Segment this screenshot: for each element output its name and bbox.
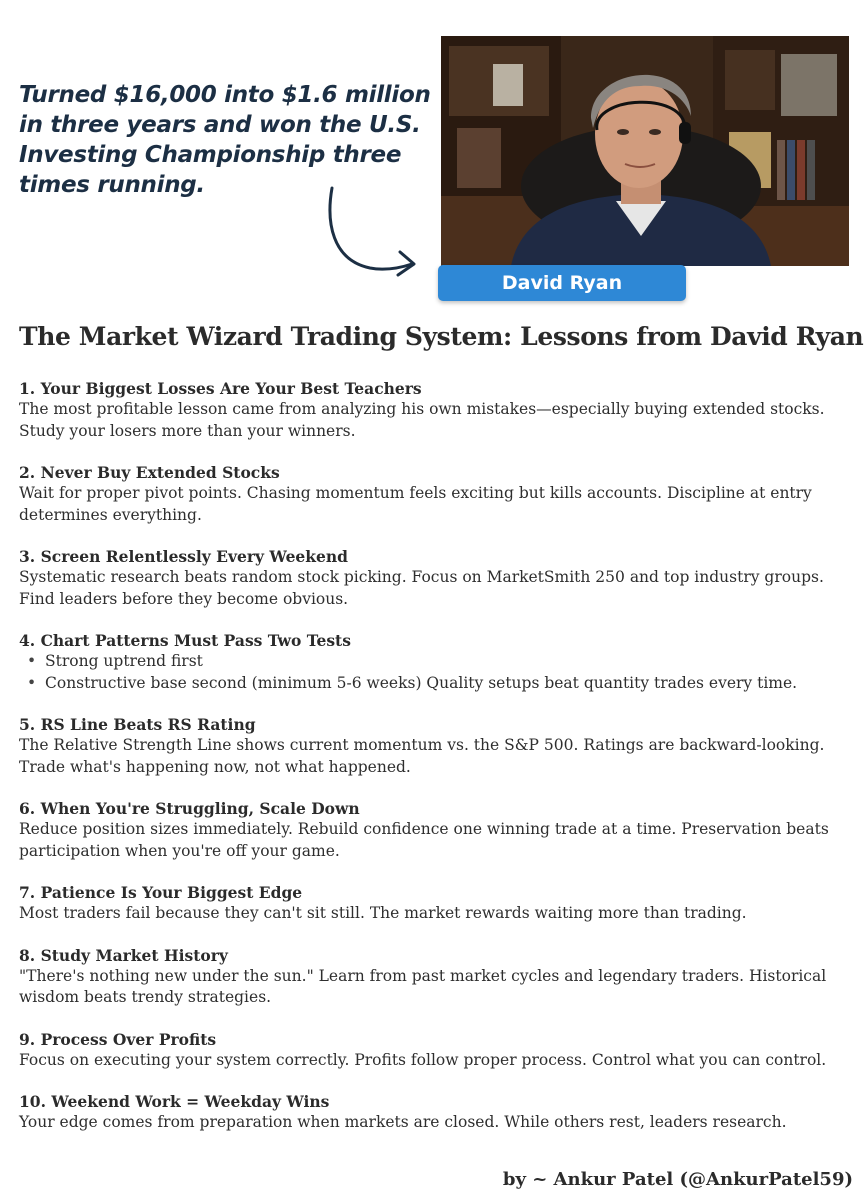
lesson-8 bbox=[19, 945, 849, 1009]
lesson-heading: 7. Patience Is Your Biggest Edge bbox=[19, 883, 303, 902]
lesson-body: Focus on executing your system correctly. Profits follow proper process. Control what you can control. bbox=[19, 1050, 827, 1069]
lesson-heading: 8. Study Market History bbox=[19, 945, 228, 965]
lesson-heading: 3. Screen Relentlessly Every Weekend bbox=[19, 547, 349, 566]
lesson-5 bbox=[19, 714, 849, 778]
article bbox=[19, 318, 864, 1154]
lesson-9 bbox=[19, 1029, 849, 1072]
lesson-heading: 2. Never Buy Extended Stocks bbox=[19, 463, 280, 482]
lesson-heading: 6. When You're Struggling, Scale Down bbox=[19, 799, 360, 818]
lesson-heading: 10. Weekend Work = Weekday Wins bbox=[19, 1092, 330, 1111]
lesson-7 bbox=[19, 882, 849, 925]
lesson-4 bbox=[19, 630, 849, 694]
list-item: • Strong uptrend first bbox=[27, 651, 849, 673]
lesson-heading: 1. Your Biggest Losses Are Your Best Teachers bbox=[19, 379, 422, 398]
lesson-body: Most traders fail because they can't sit still. The market rewards waiting more than trading. bbox=[19, 904, 747, 922]
lesson-body: The most profitable lesson came from analyzing his own mistakes—especially buying extended stocks. Study your losers more than your winners. bbox=[19, 400, 825, 440]
page-title: The Market Wizard Trading System: Lessons from David Ryan bbox=[19, 322, 864, 351]
lesson-body: Wait for proper pivot points. Chasing momentum feels exciting but kills accounts. Discipline at entry determines everything. bbox=[19, 484, 812, 524]
hero-section bbox=[0, 0, 865, 310]
lesson-body: "There's nothing new under the sun." Learn from past market cycles and legendary traders. Historical wisdom beats trendy strategies. bbox=[19, 966, 827, 1006]
lesson-body: The Relative Strength Line shows current momentum vs. the S&P 500. Ratings are backward-looking. Trade what's happening now, not what happened. bbox=[19, 736, 825, 776]
lesson-3 bbox=[19, 546, 849, 610]
list-item: • Constructive base second (minimum 5-6 weeks) Quality setups beat quantity trades every time. bbox=[27, 673, 849, 695]
lesson-2 bbox=[19, 462, 849, 526]
name-tag: David Ryan bbox=[438, 265, 686, 301]
lesson-body: Your edge comes from preparation when markets are closed. While others rest, leaders research. bbox=[19, 1113, 787, 1131]
lesson-body: Reduce position sizes immediately. Rebuild confidence one winning trade at a time. Preservation beats participation when you're off your game. bbox=[19, 820, 829, 860]
lesson-6 bbox=[19, 798, 849, 862]
person-portrait-photo bbox=[441, 36, 849, 266]
lesson-body: Systematic research beats random stock picking. Focus on MarketSmith 250 and top industry groups. Find leaders before they become obvious. bbox=[19, 568, 824, 608]
lesson-heading: 4. Chart Patterns Must Pass Two Tests bbox=[19, 631, 351, 650]
curved-arrow-icon bbox=[318, 182, 428, 282]
lesson-heading: 5. RS Line Beats RS Rating bbox=[19, 715, 256, 734]
lesson-bullet-list bbox=[19, 651, 849, 694]
lesson-1 bbox=[19, 378, 849, 442]
lesson-heading: 9. Process Over Profits bbox=[19, 1029, 217, 1049]
lesson-10 bbox=[19, 1091, 849, 1134]
hero-tagline: Turned $16,000 into $1.6 million in three years and won the U.S. Investing Championship three times running. bbox=[19, 82, 431, 198]
author-byline: by ~ Ankur Patel (@AnkurPatel59) bbox=[502, 1169, 853, 1190]
